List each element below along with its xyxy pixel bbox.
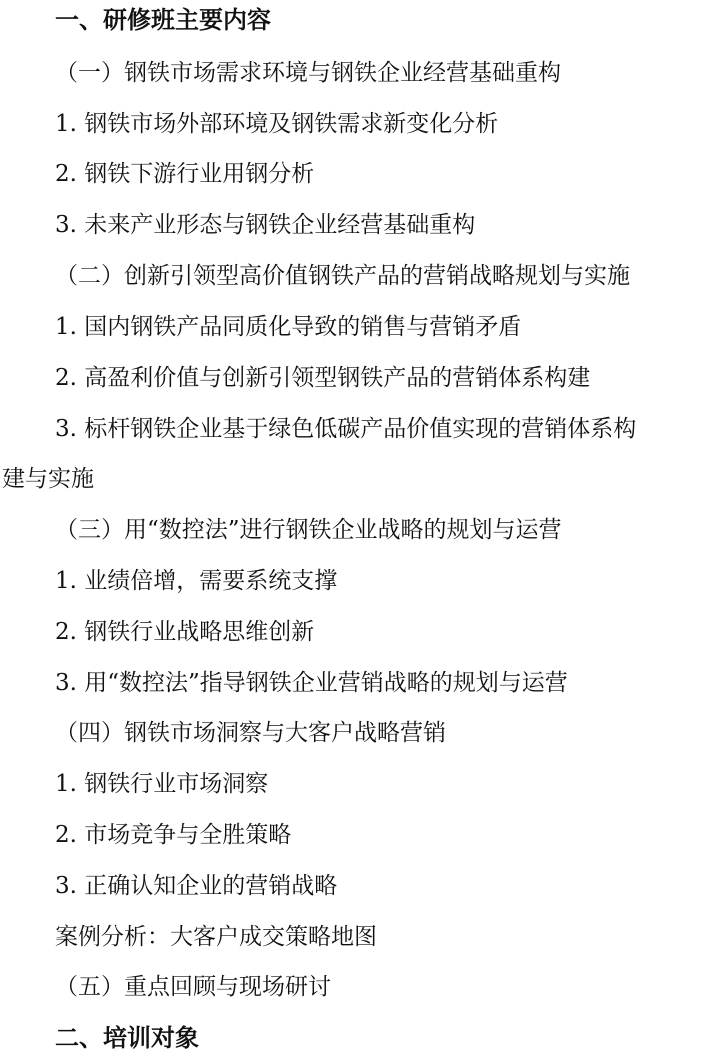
part4-item-1: 1. 钢铁行业市场洞察 <box>55 771 269 797</box>
part3-item-2: 2. 钢铁行业战略思维创新 <box>55 619 315 645</box>
part1-item-2: 2. 钢铁下游行业用钢分析 <box>55 161 315 187</box>
part4-heading: （四）钢铁市场洞察与大客户战略营销 <box>55 720 446 746</box>
part2-item-3: 3. 标杆钢铁企业基于绿色低碳产品价值实现的营销体系构 <box>55 416 637 442</box>
part2-heading: （二）创新引领型高价值钢铁产品的营销战略规划与实施 <box>55 263 630 289</box>
part1-item-1: 1. 钢铁市场外部环境及钢铁需求新变化分析 <box>55 111 499 137</box>
part4-item-3: 3. 正确认知企业的营销战略 <box>55 873 338 899</box>
part4-item-2: 2. 市场竞争与全胜策略 <box>55 822 292 848</box>
part5-heading: （五）重点回顾与现场研讨 <box>55 974 331 1000</box>
case-study: 案例分析：大客户成交策略地图 <box>55 924 377 950</box>
part2-item-1: 1. 国内钢铁产品同质化导致的销售与营销矛盾 <box>55 314 522 340</box>
part1-heading: （一）钢铁市场需求环境与钢铁企业经营基础重构 <box>55 60 561 86</box>
part2-item-2: 2. 高盈利价值与创新引领型钢铁产品的营销体系构建 <box>55 365 591 391</box>
part3-item-3: 3. 用“数控法”指导钢铁企业营销战略的规划与运营 <box>55 670 568 696</box>
part2-item-3-continued: 建与实施 <box>2 466 94 492</box>
part1-item-3: 3. 未来产业形态与钢铁企业经营基础重构 <box>55 212 476 238</box>
section2-heading: 二、培训对象 <box>55 1024 199 1052</box>
part3-item-1: 1. 业绩倍增，需要系统支撑 <box>55 568 338 594</box>
part3-heading: （三）用“数控法”进行钢铁企业战略的规划与运营 <box>55 517 562 543</box>
section1-heading: 一、研修班主要内容 <box>55 6 271 34</box>
